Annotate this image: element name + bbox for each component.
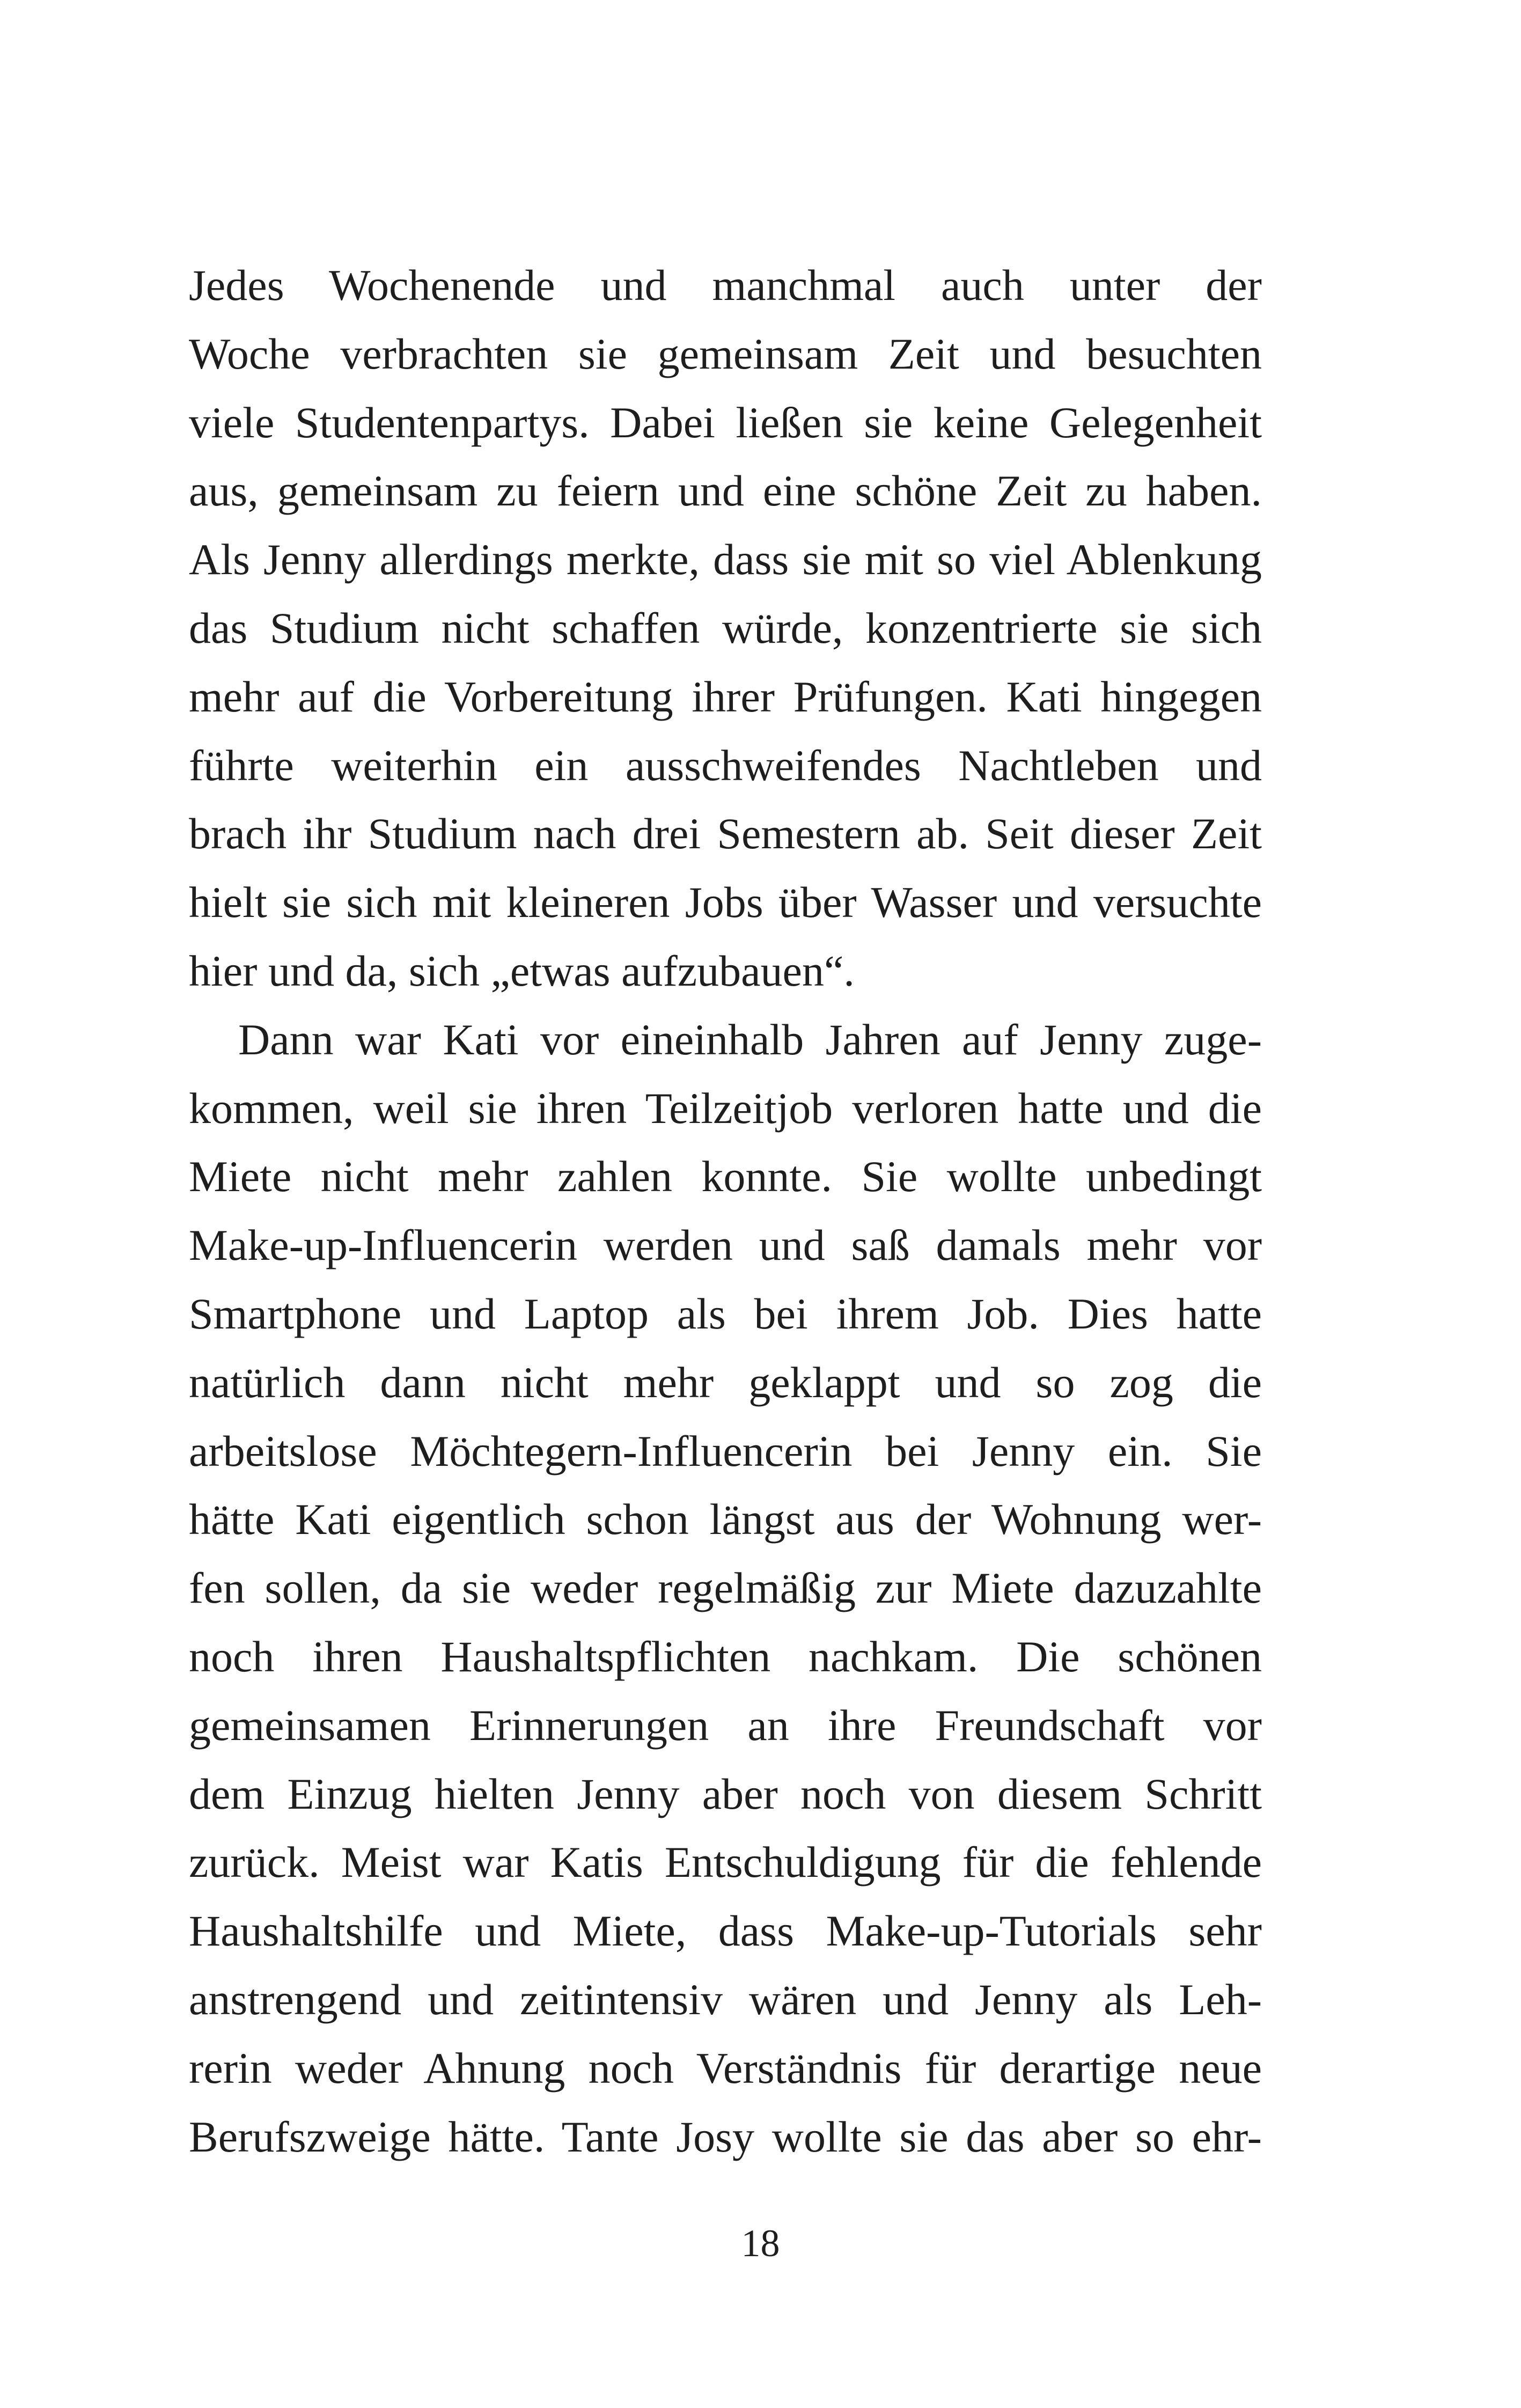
- text-line: zurück. Meist war Katis Entschuldigung für die fehlende: [189, 1838, 1262, 1887]
- text-line: brach ihr Studium nach drei Semestern ab. Seit dieser Zeit: [189, 809, 1262, 858]
- text-line: hier und da, sich „etwas aufzubauen“.: [189, 946, 855, 995]
- text-line: Dann war Kati vor eineinhalb Jahren auf Jenny zuge-: [238, 1015, 1262, 1064]
- page-number: 18: [741, 2222, 780, 2265]
- text-line: führte weiterhin ein ausschweifendes Nachtleben und: [189, 740, 1262, 790]
- text-line: noch ihren Haushaltspflichten nachkam. Die schönen: [189, 1632, 1262, 1681]
- text-line: kommen, weil sie ihren Teilzeitjob verloren hatte und die: [189, 1083, 1262, 1133]
- text-line: hätte Kati eigentlich schon längst aus der Wohnung wer-: [189, 1495, 1262, 1544]
- text-line: Als Jenny allerdings merkte, dass sie mit so viel Ablenkung: [189, 535, 1262, 584]
- text-line: Smartphone und Laptop als bei ihrem Job. Dies hatte: [189, 1289, 1262, 1338]
- text-line: Jedes Wochenende und manchmal auch unter der: [189, 261, 1262, 310]
- text-line: dem Einzug hielten Jenny aber noch von diesem Schritt: [189, 1769, 1262, 1818]
- body-text: [189, 251, 1262, 2171]
- text-line: viele Studentenpartys. Dabei ließen sie keine Gelegenheit: [189, 398, 1262, 447]
- text-line: Haushaltshilfe und Miete, dass Make-up-Tutorials sehr: [189, 1906, 1262, 1956]
- text-line: das Studium nicht schaffen würde, konzentrierte sie sich: [189, 603, 1262, 652]
- text-line: Make-up-Influencerin werden und saß damals mehr vor: [189, 1221, 1262, 1270]
- text-line: fen sollen, da sie weder regelmäßig zur Miete dazuzahlte: [189, 1563, 1262, 1613]
- text-line: natürlich dann nicht mehr geklappt und so zog die: [189, 1357, 1262, 1407]
- text-line: Miete nicht mehr zahlen konnte. Sie wollte unbedingt: [189, 1152, 1262, 1201]
- text-line: aus, gemeinsam zu feiern und eine schöne Zeit zu haben.: [189, 466, 1262, 516]
- text-line: rerin weder Ahnung noch Verständnis für derartige neue: [189, 2043, 1262, 2093]
- text-line: arbeitslose Möchtegern-Influencerin bei Jenny ein. Sie: [189, 1426, 1262, 1475]
- text-line: Woche verbrachten sie gemeinsam Zeit und besuchten: [189, 329, 1262, 378]
- text-line: mehr auf die Vorbereitung ihrer Prüfungen. Kati hingegen: [189, 672, 1262, 721]
- text-line: hielt sie sich mit kleineren Jobs über Wasser und versuchte: [189, 878, 1262, 927]
- text-line: anstrengend und zeitintensiv wären und Jenny als Leh-: [189, 1974, 1262, 2024]
- text-line: Berufszweige hätte. Tante Josy wollte sie das aber so ehr-: [189, 2112, 1262, 2161]
- text-line: gemeinsamen Erinnerungen an ihre Freundschaft vor: [189, 1700, 1262, 1750]
